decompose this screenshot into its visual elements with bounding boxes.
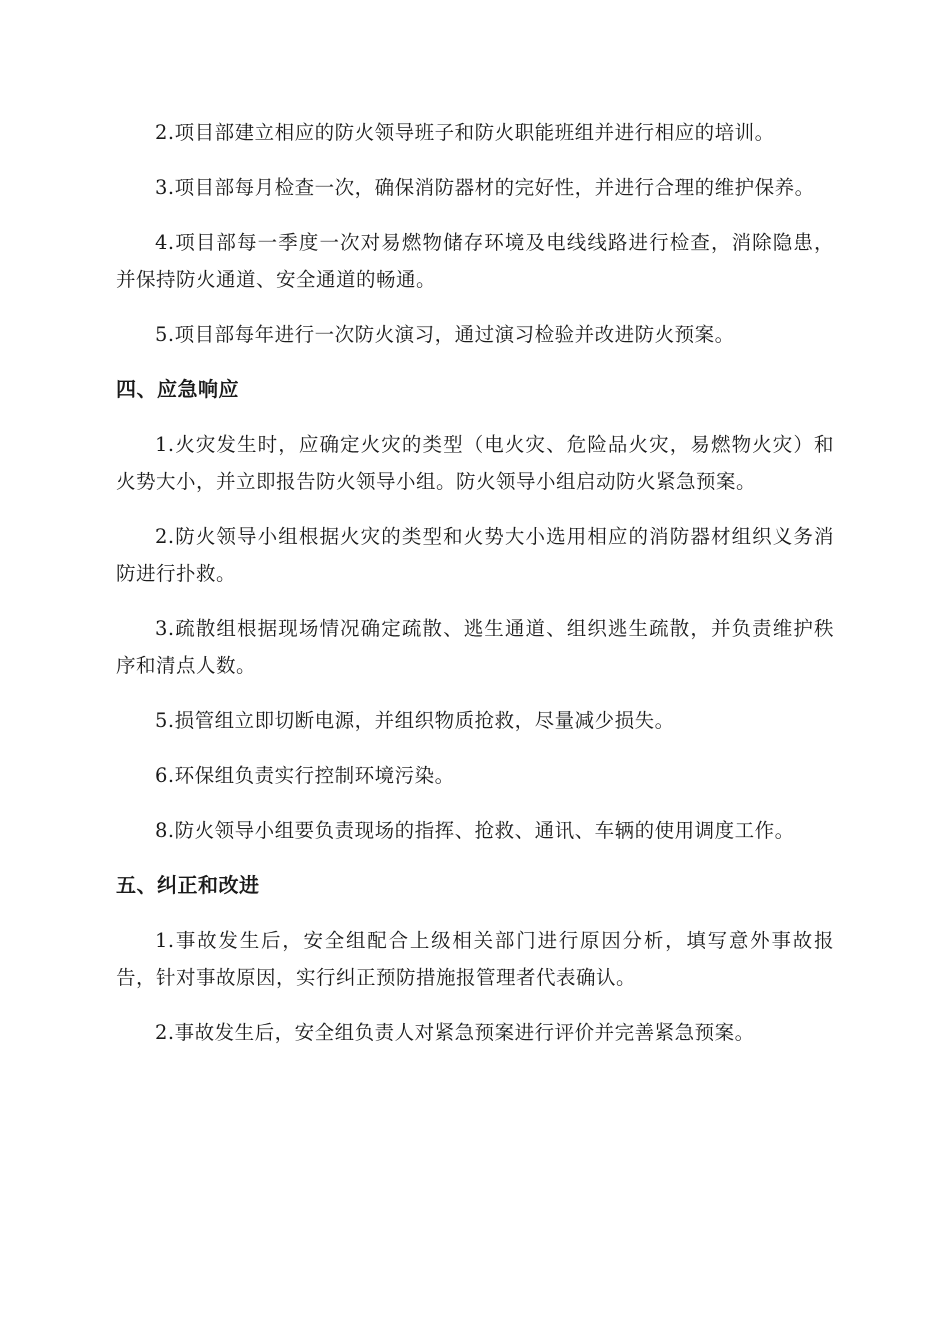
document-body <box>116 114 834 1051</box>
paragraph-response-2: 2.防火领导小组根据火灾的类型和火势大小选用相应的消防器材组织义务消防进行扑救。 <box>116 525 834 585</box>
paragraph-prevention-4: 4.项目部每一季度一次对易燃物储存环境及电线线路进行检查，消除隐患，并保持防火通道、安全通道的畅通。 <box>116 231 834 291</box>
paragraph-response-5: 5.损管组立即切断电源，并组织物质抢救，尽量减少损失。 <box>155 709 675 732</box>
paragraph-response-8: 8.防火领导小组要负责现场的指挥、抢救、通讯、车辆的使用调度工作。 <box>155 819 795 842</box>
paragraph-correction-1: 1.事故发生后，安全组配合上级相关部门进行原因分析，填写意外事故报告，针对事故原因，实行纠正预防措施报管理者代表确认。 <box>116 929 834 989</box>
paragraph-correction-2: 2.事故发生后，安全组负责人对紧急预案进行评价并完善紧急预案。 <box>155 1021 755 1044</box>
paragraph-response-6: 6.环保组负责实行控制环境污染。 <box>155 764 455 787</box>
paragraph-prevention-2: 2.项目部建立相应的防火领导班子和防火职能班组并进行相应的培训。 <box>155 121 775 144</box>
heading-emergency-response: 四、应急响应 <box>116 377 239 401</box>
paragraph-response-3: 3.疏散组根据现场情况确定疏散、逃生通道、组织逃生疏散，并负责维护秩序和清点人数。 <box>116 617 834 677</box>
paragraph-prevention-3: 3.项目部每月检查一次，确保消防器材的完好性，并进行合理的维护保养。 <box>155 176 815 199</box>
heading-correction-improvement: 五、纠正和改进 <box>116 873 260 897</box>
paragraph-prevention-5: 5.项目部每年进行一次防火演习，通过演习检验并改进防火预案。 <box>155 323 735 346</box>
paragraph-response-1: 1.火灾发生时，应确定火灾的类型（电火灾、危险品火灾，易燃物火灾）和火势大小，并立即报告防火领导小组。防火领导小组启动防火紧急预案。 <box>116 433 834 493</box>
